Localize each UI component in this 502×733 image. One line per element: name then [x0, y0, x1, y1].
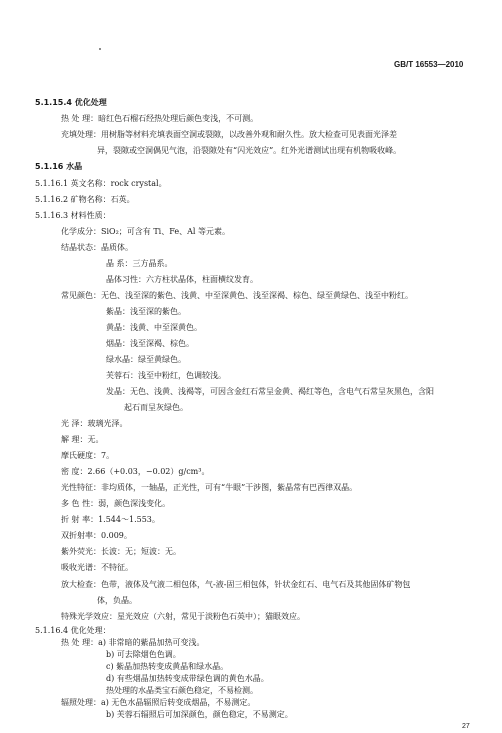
absorption-spectrum-line: 吸收光谱：不特征。	[61, 563, 133, 572]
special-optical-effects-line: 特殊光学效应：星光效应（六射，常见于淡粉色石英中）；猫眼效应。	[61, 612, 305, 621]
heat-treatment-b-line: b) 可去除烟色色调。	[106, 650, 181, 659]
enhancement-line: 5.1.16.4 优化处理：	[35, 626, 111, 635]
optical-character-line: 光性特征：非均质体，一轴晶，正光性，可有“牛眼”干涉图，紫晶常有巴西律双晶。	[61, 483, 358, 492]
heat-treatment-summary-line: 热处理的水晶类宝石颜色稳定，不易检测。	[106, 686, 258, 695]
irradiation-b-line: b) 芙蓉石辐照后可加深颜色，颜色稳定，不易测定。	[106, 710, 293, 719]
density-line: 密 度：2.66（+0.03，−0.02）g/cm³。	[61, 467, 210, 476]
pleochroism-line: 多 色 性：弱，颜色深浅变化。	[61, 499, 171, 508]
smoky-quartz-color-line: 烟晶：浅至深褐、棕色。	[106, 339, 194, 348]
heat-treatment-a-line: 热 处 理：a) 非常暗的紫晶加热可变浅。	[61, 638, 205, 647]
uv-fluorescence-line: 紫外荧光：长波：无；短波：无。	[61, 547, 181, 556]
amethyst-color-line: 紫晶：浅至深的紫色。	[106, 307, 186, 316]
irradiation-a-line: 辐照处理：a) 无色水晶辐照后转变成烟晶，不易测定。	[61, 698, 256, 707]
rutilated-quartz-color-line-2: 起石而呈灰绿色。	[124, 403, 188, 412]
heat-treatment-d-line: d) 有些烟晶加热转变成带绿色调的黄色水晶。	[106, 674, 269, 683]
scan-mark	[99, 48, 101, 50]
green-quartz-color-line: 绿水晶：绿至黄绿色。	[106, 355, 186, 364]
magnification-line: 放大检查：色带，液体及气液二相包体，气-液-固三相包体，针状金红石、电气石及其他固体矿物包	[61, 580, 411, 589]
heat-treatment-c-line: c) 紫晶加热转变成黄晶和绿水晶。	[106, 662, 229, 671]
filling-treatment-line-2: 异，裂隙或空洞偶见气泡，沿裂隙处有“闪光效应”。红外光谱测试出现有机物吸收峰。	[97, 146, 402, 155]
page-number: 27	[462, 723, 470, 730]
crystal-habit-line: 晶体习性：六方柱状晶体，柱面横纹发育。	[106, 275, 258, 284]
refractive-index-line: 折 射 率：1.544～1.553。	[61, 515, 160, 524]
magnification-line-2: 体，负晶。	[97, 596, 137, 605]
section-5-1-15-4-heading: 5.1.15.4 优化处理	[35, 98, 107, 107]
citrine-color-line: 黄晶：浅黄、中至深黄色。	[106, 323, 202, 332]
crystal-state-line: 结晶状态：晶质体。	[61, 243, 133, 252]
standard-code: GB/T 16553—2010	[394, 60, 464, 69]
birefringence-line: 双折射率：0.009。	[61, 531, 132, 540]
luster-line: 光 泽：玻璃光泽。	[61, 419, 128, 428]
material-properties-line: 5.1.16.3 材料性质：	[35, 211, 111, 220]
rutilated-quartz-color-line: 发晶：无色、浅黄、浅褐等，可因含金红石常呈金黄、褐红等色，含电气石常呈灰黑色，含阳	[106, 387, 434, 396]
section-5-1-16-heading: 5.1.16 水晶	[35, 162, 83, 171]
crystal-system-line: 晶 系：三方晶系。	[106, 259, 173, 268]
heat-treatment-line: 热 处 理：暗红色石榴石经热处理后颜色变浅，不可测。	[61, 114, 259, 123]
mineral-name-line: 5.1.16.2 矿物名称：石英。	[35, 195, 135, 204]
cleavage-line: 解 理：无。	[61, 435, 104, 444]
rose-quartz-color-line: 芙蓉石：浅至中粉红，色调较浅。	[106, 371, 226, 380]
hardness-line: 摩氏硬度：7。	[61, 451, 115, 460]
english-name-line: 5.1.16.1 英文名称：rock crystal。	[35, 179, 167, 188]
chemical-composition-line: 化学成分：SiO₂；可含有 Ti、Fe、Al 等元素。	[61, 227, 230, 236]
common-colors-line: 常见颜色：无色、浅至深的紫色、浅黄、中至深黄色、浅至深褐、棕色、绿至黄绿色、浅至中粉红。	[61, 291, 413, 300]
filling-treatment-line: 充填处理：用树脂等材料充填表面空洞或裂隙，以改善外观和耐久性。放大检查可见表面光泽差	[61, 130, 397, 139]
